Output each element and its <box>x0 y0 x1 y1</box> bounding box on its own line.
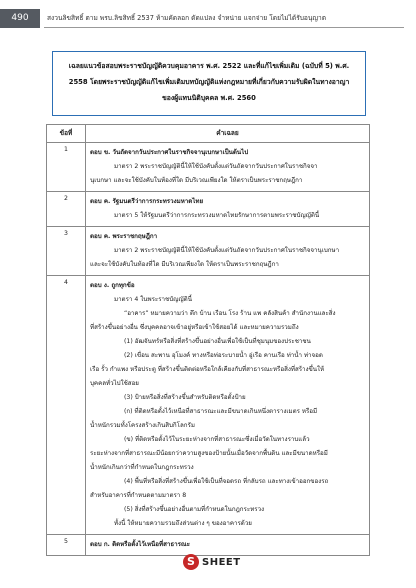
column-header-answer: คำเฉลย <box>86 125 370 143</box>
answer-line: (4) พื้นที่หรือสิ่งที่สร้างขึ้นเพื่อใช้เป็นที่จอดรถ ที่กลับรถ และทางเข้าออกของรถ <box>124 478 329 485</box>
answer-table <box>46 124 370 556</box>
sheet-logo-icon: S <box>183 554 199 570</box>
answer-line: (ข) ที่ติดหรือตั้งไว้ในระยะห่างจากที่สาธารณะซึ่งเมื่อวัดในทางราบแล้ว <box>124 436 310 443</box>
answer-line: บุคคลทั่วไปใช้สอย <box>90 380 139 387</box>
row-number: 1 <box>47 143 86 192</box>
row-number: 2 <box>47 192 86 227</box>
answer-line: (5) สิ่งที่สร้างขึ้นอย่างอื่นตามที่กำหนดในกฎกระทรวง <box>124 506 265 513</box>
title-line-1: เฉลยแนวข้อสอบพระราชบัญญัติควบคุมอาคาร พ.ศ. 2522 และที่แก้ไขเพิ่มเติม (ฉบับที่ 5) พ.ศ. <box>68 62 350 70</box>
answer-title: ตอบ ค. รัฐมนตรีว่าการกระทรวงมหาดไทย <box>90 198 204 205</box>
answer-line: (2) เขื่อน สะพาน อุโมงค์ ทางหรือท่อระบายน้ำ อู่เรือ คานเรือ ท่าน้ำ ท่าจอด <box>124 352 323 359</box>
table-row <box>47 227 370 276</box>
answer-cell <box>86 227 370 276</box>
answer-line: มาตรา 5 ให้รัฐมนตรีว่าการกระทรวงมหาดไทยรักษาการตามพระราชบัญญัตินี้ <box>114 212 320 219</box>
row-number: 3 <box>47 227 86 276</box>
answer-line: มาตรา 4 ในพระราชบัญญัตินี้ <box>114 296 192 303</box>
table-header-row <box>47 125 370 143</box>
sheet-logo <box>183 551 241 573</box>
row-number: 4 <box>47 276 86 535</box>
answer-line: และจะใช้บังคับในท้องที่ใด มีบริเวณเพียงใด ให้ตราเป็นพระราชกฤษฎีกา <box>90 261 279 268</box>
answer-cell <box>86 276 370 535</box>
page-number: 490 <box>0 9 40 28</box>
table-row <box>47 276 370 535</box>
row-number: 5 <box>47 535 86 556</box>
answer-line: “อาคาร” หมายความว่า ตึก บ้าน เรือน โรง ร้าน แพ คลังสินค้า สำนักงานและสิ่ง <box>124 310 336 317</box>
answer-title: ตอบ ค. พระราชกฤษฎีกา <box>90 233 158 240</box>
answer-title: ตอบ ก. ติดหรือตั้งไว้เหนือที่สาธารณะ <box>90 541 190 548</box>
answer-title: ตอบ ง. ถูกทุกข้อ <box>90 282 135 289</box>
answer-line: น้ำหนักเกินกว่าที่กำหนดในกฎกระทรวง <box>90 464 194 471</box>
copyright-note: สงวนลิขสิทธิ์ ตาม พรบ.ลิขสิทธิ์ 2537 ห้ามคัดลอก ดัดแปลง จำหน่าย แจกจ่าย โดยไม่ได้รับอนุญาต <box>47 14 326 22</box>
answer-line: ทั้งนี้ ให้หมายความรวมถึงส่วนต่าง ๆ ของอาคารด้วย <box>114 520 252 527</box>
answer-line: ระยะห่างจากที่สาธารณะมีน้อยกว่าความสูงของป้ายนั้นเมื่อวัดจากพื้นดิน และมีขนาดหรือมี <box>90 450 328 457</box>
answer-cell <box>86 143 370 192</box>
answer-line: เรือ รั้ว กำแพง หรือประตู ที่สร้างขึ้นติดต่อหรือใกล้เคียงกับที่สาธารณะหรือสิ่งที่สร้างขึ้นให้ <box>90 366 325 373</box>
title-line-2: 2558 โดยพระราชบัญญัติแก้ไขเพิ่มเติมบทบัญญัติแห่งกฎหมายที่เกี่ยวกับความรับผิดในทางอาญา <box>68 78 350 86</box>
answer-line: (ก) ที่ติดหรือตั้งไว้เหนือที่สาธารณะและมีขนาดเกินหนึ่งตารางเมตร หรือมี <box>124 408 318 415</box>
table-row <box>47 143 370 192</box>
answer-line: ที่สร้างขึ้นอย่างอื่น ซึ่งบุคคลอาจเข้าอยู่หรือเข้าใช้สอยได้ และหมายความรวมถึง <box>90 324 299 331</box>
header-divider <box>44 27 404 28</box>
answer-title: ตอบ ข. วันถัดจากวันประกาศในราชกิจจานุเบกษาเป็นต้นไป <box>90 149 249 156</box>
answer-line: สำหรับอาคารที่กำหนดตามมาตรา 8 <box>90 492 187 499</box>
answer-line: (3) ป้ายหรือสิ่งที่สร้างขึ้นสำหรับติดหรือตั้งป้าย <box>124 394 246 401</box>
title-line-3: ของผู้แทนนิติบุคคล พ.ศ. 2560 <box>162 94 256 102</box>
answer-line: (1) อัฒจันทร์หรือสิ่งที่สร้างขึ้นอย่างอื่นเพื่อใช้เป็นที่ชุมนุมของประชาชน <box>124 338 311 345</box>
table-row <box>47 192 370 227</box>
document-title-box <box>52 51 366 116</box>
sheet-logo-text: SHEET <box>202 556 241 568</box>
answer-line: มาตรา 2 พระราชบัญญัตินี้ให้ใช้บังคับตั้งแต่วันถัดจากวันประกาศในราชกิจจานุเบกษา <box>114 247 340 254</box>
column-header-number: ข้อที่ <box>47 125 86 143</box>
answer-line: มาตรา 2 พระราชบัญญัตินี้ให้ใช้บังคับตั้งแต่วันถัดจากวันประกาศในราชกิจจา <box>114 163 318 170</box>
answer-cell <box>86 192 370 227</box>
answer-line: นุเบกษา และจะใช้บังคับในท้องที่ใด มีบริเวณเพียงใด ให้ตราเป็นพระราชกฤษฎีกา <box>90 177 303 184</box>
answer-line: น้ำหนักรวมทั้งโครงสร้างเกินสิบกิโลกรัม <box>90 422 195 429</box>
